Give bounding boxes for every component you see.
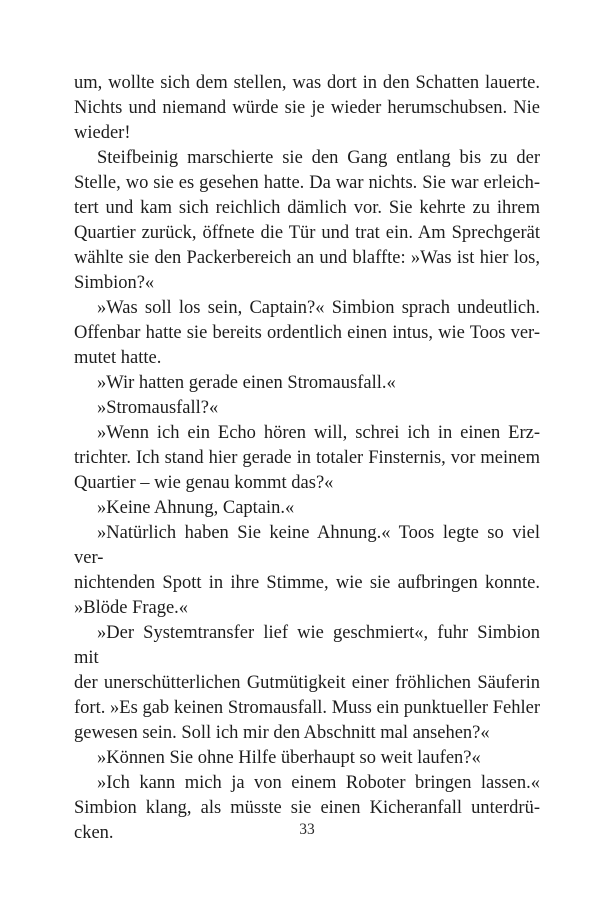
text-line: »Wenn ich ein Echo hören will, schrei ich in einen Erz-	[97, 423, 540, 443]
text-line: der unerschütterlichen Gutmütigkeit einer fröhlichen Säuferin	[74, 673, 540, 693]
text-line: Quartier zurück, öffnete die Tür und trat ein. Am Sprechgerät	[74, 223, 540, 243]
text-line: Offenbar hatte sie bereits ordentlich einen intus, wie Toos ver-	[74, 323, 540, 343]
paragraph	[74, 746, 540, 771]
page-number: 33	[299, 821, 315, 838]
text-line: »Wir hatten gerade einen Stromausfall.«	[97, 373, 396, 393]
paragraph	[74, 421, 540, 496]
text-line: trichter. Ich stand hier gerade in totaler Finsternis, vor meinem	[74, 448, 540, 468]
text-line: mutet hatte.	[74, 348, 162, 368]
text-line: Stelle, wo sie es gesehen hatte. Da war nichts. Sie war erleich-	[74, 173, 540, 193]
text-line: »Der Systemtransfer lief wie geschmiert«, fuhr Simbion mit	[74, 623, 540, 668]
text-line: »Blöde Frage.«	[74, 598, 189, 618]
text-line: tert und kam sich reichlich dämlich vor. Sie kehrte zu ihrem	[74, 198, 540, 218]
text-line: wieder!	[74, 123, 131, 143]
text-line: »Was soll los sein, Captain?« Simbion sprach undeutlich.	[97, 298, 540, 318]
text-line: »Ich kann mich ja von einem Roboter bringen lassen.«	[97, 773, 540, 793]
paragraph	[74, 371, 540, 396]
paragraph	[74, 496, 540, 521]
paragraph	[74, 396, 540, 421]
text-line: »Stromausfall?«	[97, 398, 219, 418]
text-line: gewesen sein. Soll ich mir den Abschnitt mal ansehen?«	[74, 723, 490, 743]
text-line: um, wollte sich dem stellen, was dort in den Schatten lauerte.	[74, 73, 540, 93]
paragraph	[74, 296, 540, 371]
text-line: fort. »Es gab keinen Stromausfall. Muss ein punktueller Fehler	[74, 698, 540, 718]
text-line: »Natürlich haben Sie keine Ahnung.« Toos legte so viel ver-	[74, 523, 540, 568]
text-line: »Können Sie ohne Hilfe überhaupt so weit laufen?«	[97, 748, 481, 768]
text-line: »Keine Ahnung, Captain.«	[97, 498, 295, 518]
body-text	[74, 71, 540, 846]
text-line: Nichts und niemand würde sie je wieder herumschubsen. Nie	[74, 98, 540, 118]
text-line: wählte sie den Packerbereich an und blaffte: »Was ist hier los,	[74, 248, 540, 268]
text-line: cken.	[74, 823, 114, 843]
text-line: Quartier – wie genau kommt das?«	[74, 473, 334, 493]
paragraph	[74, 621, 540, 746]
paragraph	[74, 146, 540, 296]
text-line: Steifbeinig marschierte sie den Gang entlang bis zu der	[97, 148, 540, 168]
text-line: Simbion klang, als müsste sie einen Kicheranfall unterdrü-	[74, 798, 540, 818]
paragraph	[74, 71, 540, 146]
paragraph	[74, 521, 540, 621]
text-line: nichtenden Spott in ihre Stimme, wie sie aufbringen konnte.	[74, 573, 540, 593]
text-line: Simbion?«	[74, 273, 155, 293]
